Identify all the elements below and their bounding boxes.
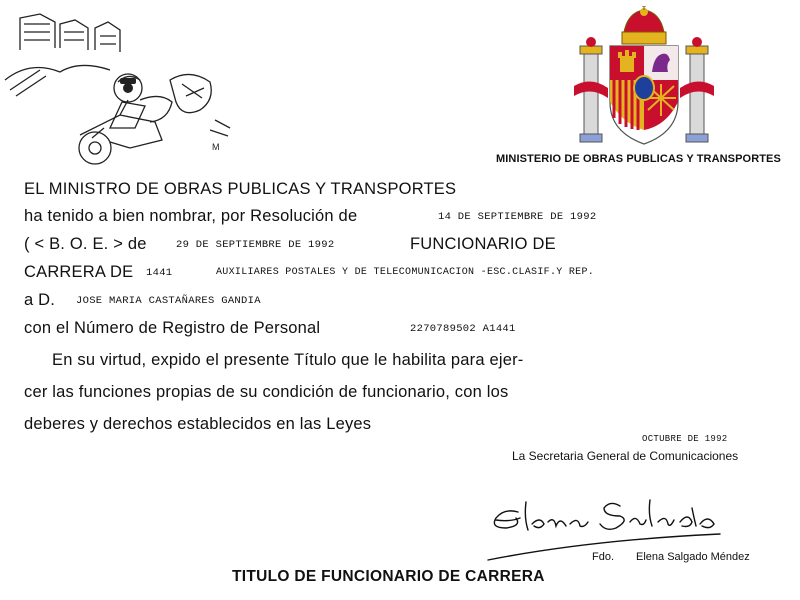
svg-text:M: M	[212, 142, 220, 152]
boe-date: 29 DE SEPTIEMBRE DE 1992	[176, 239, 335, 251]
funcionario-label: FUNCIONARIO DE	[410, 235, 556, 253]
corps-code: 1441	[146, 267, 173, 279]
signature-date: OCTUBRE DE 1992	[642, 434, 728, 444]
paragraph-line-2: cer las funciones propias de su condición de funcionario, con los	[24, 383, 509, 401]
registry-number: 2270789502 A1441	[410, 323, 516, 335]
document-title: TITULO DE FUNCIONARIO DE CARRERA	[232, 568, 545, 585]
mail-carrier-cartoon	[0, 10, 240, 170]
recipient-label: a D.	[24, 291, 56, 309]
paragraph-line-3: deberes y derechos establecidos en las Leyes	[24, 415, 372, 433]
body-line-1: EL MINISTRO DE OBRAS PUBLICAS Y TRANSPORTES	[24, 180, 457, 198]
resolution-date: 14 DE SEPTIEMBRE DE 1992	[438, 211, 597, 223]
signer-name: Elena Salgado Méndez	[636, 551, 750, 563]
body-line-2: ha tenido a bien nombrar, por Resolución de	[24, 207, 358, 225]
carrera-label: CARRERA DE	[24, 263, 134, 281]
paragraph-line-1: En su virtud, expido el presente Título que le habilita para ejer-	[52, 351, 524, 369]
coat-of-arms-emblem	[568, 6, 720, 152]
boe-label: ( < B. O. E. > de	[24, 235, 147, 253]
ministry-caption: MINISTERIO DE OBRAS PUBLICAS Y TRANSPORTES	[496, 153, 781, 165]
corps-name: AUXILIARES POSTALES Y DE TELECOMUNICACION -ESC.CLASIF.Y REP.	[216, 267, 595, 278]
signed-prefix: Fdo.	[592, 551, 615, 563]
signing-office: La Secretaria General de Comunicaciones	[512, 449, 739, 463]
recipient-name: JOSE MARIA CASTAÑARES GANDIA	[76, 295, 261, 307]
registry-label: con el Número de Registro de Personal	[24, 319, 321, 337]
